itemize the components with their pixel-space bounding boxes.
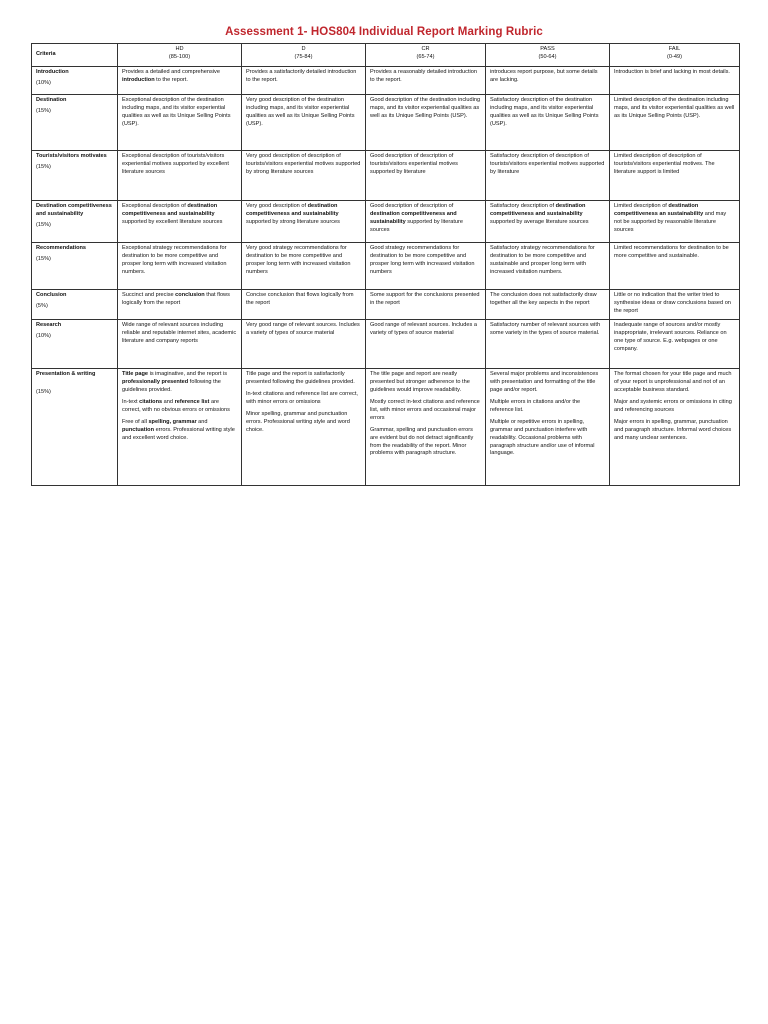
rubric-row <box>32 151 740 201</box>
criteria-weight: (15%) <box>36 388 51 395</box>
descriptor-text: Good description of description of tourists/visitors experiential motives supported by literature <box>370 153 458 175</box>
descriptor-cell-cr <box>366 67 486 95</box>
descriptor-cell-pass <box>486 95 610 151</box>
descriptor-cell-d <box>242 320 366 369</box>
descriptor-text: Satisfactory description of destination competitiveness and sustainability supported by average literature sources <box>490 203 589 225</box>
descriptor-cell-hd <box>118 320 242 369</box>
descriptor-text: Limited description of description of tourists/visitors experiential motives. The literature support is limited <box>614 153 715 175</box>
descriptor-text: Satisfactory description of description of tourists/visitors experiential motives supported by literature <box>490 153 605 175</box>
descriptor-text: Very good description of destination competitiveness and sustainability supported by strong literature sources <box>246 203 340 225</box>
descriptor-text: Grammar, spelling and punctuation errors are evident but do not detract significantly from the readability of the report. Minor problems with paragraph structure. <box>370 426 474 457</box>
descriptor-text: Good description of the destination including maps, and its visitor experiential qualities as well as its Unique Selling Points (USP). <box>370 97 481 119</box>
descriptor-text: Good range of relevant sources. Includes a variety of types of source material <box>370 322 477 336</box>
descriptor-cell-fail <box>610 201 740 243</box>
descriptor-cell-hd <box>118 243 242 290</box>
descriptor-text: Very good strategy recommendations for destination to be more competitive and prosper long term with increased visitation numbers <box>246 245 351 275</box>
descriptor-cell-fail <box>610 290 740 320</box>
criteria-weight: (10%) <box>36 332 51 339</box>
rubric-body <box>32 67 740 486</box>
grade-range: (0-49) <box>667 53 682 60</box>
descriptor-text: Major errors in spelling, grammar, punctuation and paragraph structure. Informal word choices and many unclear sentences. <box>614 418 732 441</box>
document-title: Assessment 1- HOS804 Individual Report Marking Rubric <box>225 26 543 38</box>
criteria-weight: (15%) <box>36 221 51 228</box>
grade-label: FAIL <box>668 46 681 52</box>
descriptor-text: Provides a detailed and comprehensive introduction to the report. <box>122 69 220 83</box>
grade-range: (75-84) <box>294 53 313 60</box>
descriptor-text: introduces report purpose, but some details are lacking. <box>490 69 598 83</box>
descriptor-text: Satisfactory strategy recommendations for destination to be more competitive and sustainable and prosper long term with increased visitation numbers. <box>490 245 595 275</box>
grade-label: PASS <box>540 46 555 52</box>
descriptor-text: Title page and the report is satisfactorily presented following the guidelines provided. <box>246 371 355 385</box>
descriptor-cell-fail <box>610 67 740 95</box>
descriptor-cell-pass <box>486 290 610 320</box>
descriptor-cell-hd <box>118 95 242 151</box>
criteria-cell <box>32 95 118 151</box>
rubric-row <box>32 67 740 95</box>
descriptor-text: In-text citations and reference list are correct, with minor errors or omissions <box>246 390 358 405</box>
criteria-header: Criteria <box>32 44 118 67</box>
descriptor-cell-fail <box>610 151 740 201</box>
descriptor-cell-hd <box>118 151 242 201</box>
descriptor-text: The conclusion does not satisfactorily draw together all the key aspects in the report <box>490 292 597 306</box>
descriptor-cell-cr <box>366 243 486 290</box>
header-row <box>32 44 740 67</box>
descriptor-text: Satisfactory number of relevant sources with some variety in the types of source material. <box>490 322 601 336</box>
descriptor-cell-cr <box>366 290 486 320</box>
criteria-weight: (5%) <box>36 302 48 309</box>
criteria-cell <box>32 369 118 486</box>
descriptor-text: Exceptional description of the destination including maps, and its visitor experiential qualities as well as its Unique Selling Points (USP). <box>122 97 231 127</box>
descriptor-text: Multiple errors in citations and/or the reference list. <box>490 398 581 413</box>
descriptor-cell-cr <box>366 201 486 243</box>
descriptor-cell-cr <box>366 369 486 486</box>
descriptor-text: Introduction is brief and lacking in most details. <box>614 69 730 75</box>
descriptor-text: Exceptional description of destination competitiveness and sustainability supported by excellent literature sources <box>122 203 223 225</box>
descriptor-cell-d <box>242 369 366 486</box>
criteria-weight: (10%) <box>36 79 51 86</box>
criteria-name: Introduction <box>36 69 69 75</box>
descriptor-cell-fail <box>610 95 740 151</box>
descriptor-cell-pass <box>486 243 610 290</box>
grade-range: (50-64) <box>538 53 557 60</box>
criteria-name: Conclusion <box>36 292 67 298</box>
grade-header-d <box>242 44 366 67</box>
descriptor-text: Limited description of destination competitiveness an sustainability and may not be supported by reasonable literature sources <box>614 203 727 233</box>
grade-label: CR <box>421 46 430 52</box>
descriptor-cell-pass <box>486 369 610 486</box>
rubric-row <box>32 243 740 290</box>
descriptor-cell-pass <box>486 320 610 369</box>
descriptor-text: Limited recommendations for destination to be more competitive and sustainable. <box>614 245 729 259</box>
grade-range: (85-100) <box>168 53 191 60</box>
descriptor-text: Satisfactory description of the destination including maps, and its visitor experiential qualities as well as its Unique Selling Points (USP). <box>490 97 599 127</box>
descriptor-text: Wide range of relevant sources including reliable and reputable internet sites, academic literature and company reports <box>122 322 237 344</box>
descriptor-cell-fail <box>610 243 740 290</box>
descriptor-text: Exceptional description of tourists/visitors experiential motives supported by excellent literature sources <box>122 153 229 175</box>
criteria-name: Destination competitiveness and sustainability <box>36 203 112 217</box>
descriptor-cell-cr <box>366 151 486 201</box>
descriptor-cell-d <box>242 67 366 95</box>
descriptor-cell-d <box>242 151 366 201</box>
descriptor-text: Concise conclusion that flows logically from the report <box>246 292 354 306</box>
grade-label: HD <box>175 46 184 52</box>
criteria-name: Destination <box>36 97 67 103</box>
criteria-cell <box>32 201 118 243</box>
criteria-name: Presentation & writing <box>36 371 96 377</box>
descriptor-cell-hd <box>118 67 242 95</box>
descriptor-cell-d <box>242 290 366 320</box>
descriptor-cell-hd <box>118 201 242 243</box>
descriptor-text: Little or no indication that the writer tried to synthesise ideas or draw conclusions based on the report <box>614 292 731 314</box>
descriptor-text: Limited description of the destination including maps, and its visitor experiential qualities as well as its Unique Selling Points (USP). <box>614 97 735 119</box>
criteria-cell <box>32 243 118 290</box>
descriptor-text: Title page is imaginative, and the report is professionally presented following the guidelines provided. <box>122 371 227 393</box>
descriptor-text: Mostly correct in-text citations and reference list, with minor errors and occasional major errors <box>370 398 480 421</box>
descriptor-text: Exceptional strategy recommendations for destination to be more competitive and prosper long term with increased visitation numbers. <box>122 245 227 275</box>
descriptor-text: Very good range of relevant sources. Includes a variety of types of source material <box>246 322 360 336</box>
descriptor-text: Multiple or repetitive errors in spelling, grammar and punctuation interfere with readability. Occasional problems with paragraph structure and/or use of informal language. <box>490 418 595 457</box>
descriptor-text: Major and systemic errors or omissions in citing and referencing sources <box>614 398 732 413</box>
descriptor-cell-d <box>242 201 366 243</box>
criteria-cell <box>32 67 118 95</box>
criteria-weight: (15%) <box>36 107 51 114</box>
descriptor-cell-fail <box>610 369 740 486</box>
descriptor-text: Good description of description of destination competitiveness and sustainability supported by literature sources <box>370 203 463 233</box>
descriptor-text: Minor spelling, grammar and punctuation errors. Professional writing style and word choice. <box>246 410 350 433</box>
rubric-row <box>32 290 740 320</box>
descriptor-cell-pass <box>486 151 610 201</box>
criteria-weight: (15%) <box>36 255 51 262</box>
descriptor-text: The format chosen for your title page and much of your report is unprofessional and not of an acceptable business standard. <box>614 371 732 393</box>
descriptor-text: Very good description of the destination including maps, and its visitor experiential qualities as well as its Unique Selling Points (USP). <box>246 97 355 127</box>
descriptor-text: The title page and report are neatly presented but stronger adherence to the guidelines would improve readability. <box>370 371 470 393</box>
criteria-cell <box>32 290 118 320</box>
descriptor-text: Succinct and precise conclusion that flows logically from the report <box>122 292 230 306</box>
descriptor-text: Provides a reasonably detailed introduction to the report. <box>370 69 477 83</box>
rubric-row <box>32 320 740 369</box>
descriptor-cell-d <box>242 95 366 151</box>
descriptor-cell-pass <box>486 67 610 95</box>
descriptor-text: In-text citations and reference list are correct, with no obvious errors or omissions <box>122 398 230 413</box>
grade-header-hd <box>118 44 242 67</box>
rubric-row <box>32 201 740 243</box>
descriptor-cell-cr <box>366 95 486 151</box>
grade-header-fail <box>610 44 740 67</box>
descriptor-cell-cr <box>366 320 486 369</box>
criteria-name: Recommendations <box>36 245 87 251</box>
criteria-weight: (15%) <box>36 163 51 170</box>
grade-header-pass <box>486 44 610 67</box>
descriptor-text: Several major problems and inconsistences with presentation and formatting of the title page and/or report. <box>490 371 599 393</box>
descriptor-text: Provides a satisfactorily detailed introduction to the report. <box>246 69 357 83</box>
descriptor-text: Some support for the conclusions presented in the report <box>370 292 480 306</box>
descriptor-text: Good strategy recommendations for destination to be more competitive and prosper long term with increased visitation numbers <box>370 245 475 275</box>
criteria-cell <box>32 151 118 201</box>
criteria-name: Research <box>36 322 62 328</box>
marking-rubric-table <box>31 43 740 486</box>
rubric-row <box>32 369 740 486</box>
grade-range: (65-74) <box>416 53 435 60</box>
descriptor-text: Free of all spelling, grammar and punctuation errors. Professional writing style and excellent word choice. <box>122 418 235 441</box>
descriptor-text: Very good description of description of tourists/visitors experiential motives supported by strong literature sources <box>246 153 361 175</box>
descriptor-cell-fail <box>610 320 740 369</box>
criteria-cell <box>32 320 118 369</box>
descriptor-cell-hd <box>118 369 242 486</box>
grade-header-cr <box>366 44 486 67</box>
grade-label: D <box>301 46 306 52</box>
descriptor-cell-pass <box>486 201 610 243</box>
rubric-row <box>32 95 740 151</box>
descriptor-cell-d <box>242 243 366 290</box>
criteria-name: Tourists/visitors motivates <box>36 153 107 159</box>
descriptor-text: Inadequate range of sources and/or mostly inappropriate, irrelevant sources. Reliance on one type of source. E.g. webpages or one company. <box>614 322 727 352</box>
descriptor-cell-hd <box>118 290 242 320</box>
